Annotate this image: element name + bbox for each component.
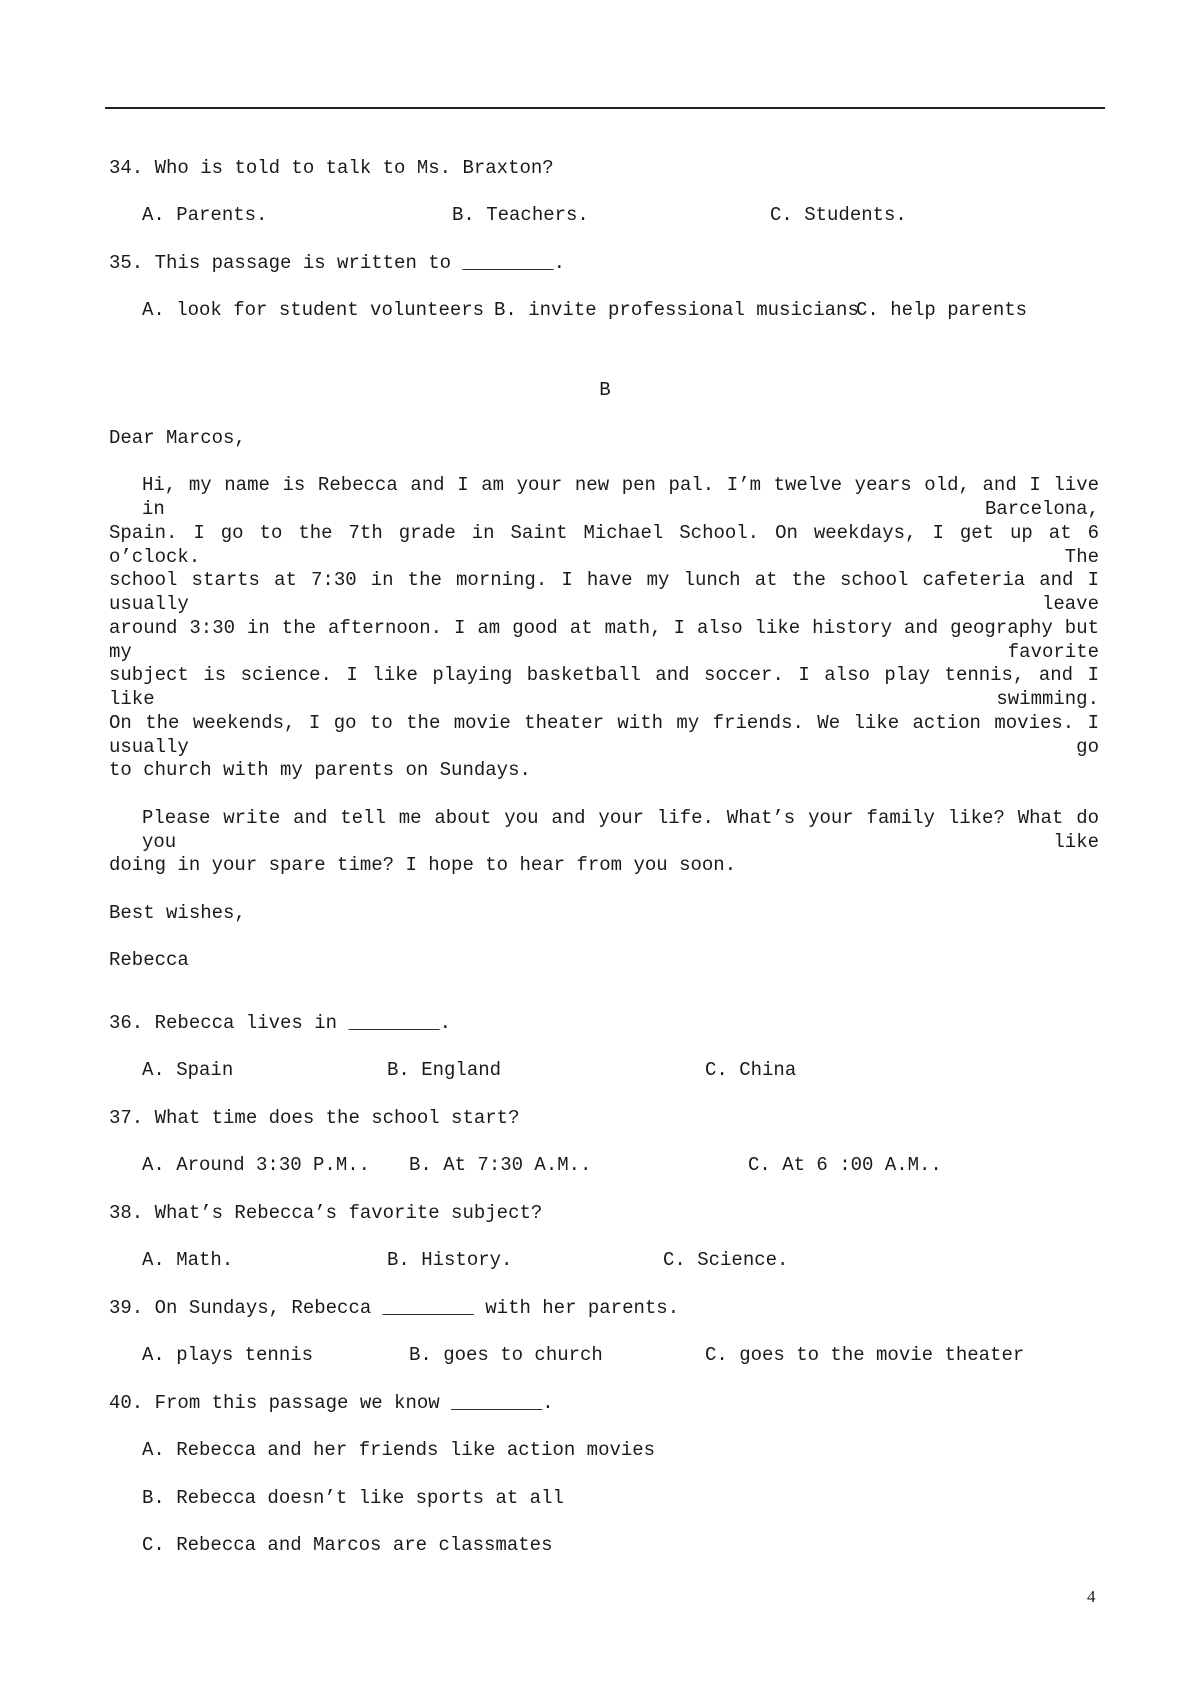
letter-line: On the weekends, I go to the movie theater with my friends. We like action movies. I usually go: [109, 712, 1099, 758]
question-34-stem: 34. Who is told to talk to Ms. Braxton?: [109, 157, 554, 179]
letter-line: doing in your spare time? I hope to hear from you soon.: [109, 854, 737, 876]
question-35-option-a: A. look for student volunteers: [142, 299, 485, 321]
letter-greeting: Dear Marcos,: [109, 427, 246, 449]
question-36-option-b: B. England: [387, 1059, 502, 1081]
question-36-option-a: A. Spain: [142, 1059, 234, 1081]
question-35-option-c: C. help parents: [856, 299, 1028, 321]
question-38-option-b: B. History.: [387, 1249, 513, 1271]
letter-line: subject is science. I like playing basketball and soccer. I also play tennis, and I like swimming.: [109, 664, 1099, 710]
question-34-option-c: C. Students.: [770, 204, 907, 226]
question-37-option-b: B. At 7:30 A.M..: [409, 1154, 592, 1176]
question-38-option-a: A. Math.: [142, 1249, 234, 1271]
question-40-option-a: A. Rebecca and her friends like action movies: [142, 1439, 656, 1461]
letter-line: Spain. I go to the 7th grade in Saint Michael School. On weekdays, I get up at 6 o’clock. The: [109, 522, 1099, 568]
question-39-stem: 39. On Sundays, Rebecca ________ with her parents.: [109, 1297, 680, 1319]
letter-line: Hi, my name is Rebecca and I am your new pen pal. I’m twelve years old, and I live in Barcelona,: [142, 474, 1099, 520]
letter-closing: Best wishes,: [109, 902, 246, 924]
question-35-option-b: B. invite professional musicians: [494, 299, 859, 321]
question-39-option-c: C. goes to the movie theater: [705, 1344, 1025, 1366]
question-34-option-b: B. Teachers.: [452, 204, 589, 226]
question-38-stem: 38. What’s Rebecca’s favorite subject?: [109, 1202, 543, 1224]
letter-line: school starts at 7:30 in the morning. I have my lunch at the school cafeteria and I usually leave: [109, 569, 1099, 615]
question-36-option-c: C. China: [705, 1059, 797, 1081]
question-37-option-a: A. Around 3:30 P.M..: [142, 1154, 371, 1176]
letter-line: Please write and tell me about you and your life. What’s your family like? What do you like: [142, 807, 1099, 853]
header-rule: [105, 107, 1105, 109]
question-39-option-b: B. goes to church: [409, 1344, 603, 1366]
question-40-option-b: B. Rebecca doesn’t like sports at all: [142, 1487, 564, 1509]
question-38-option-c: C. Science.: [663, 1249, 789, 1271]
question-34-option-a: A. Parents.: [142, 204, 268, 226]
question-39-option-a: A. plays tennis: [142, 1344, 314, 1366]
question-40-stem: 40. From this passage we know ________.: [109, 1392, 554, 1414]
section-heading: B: [599, 379, 611, 401]
letter-signature: Rebecca: [109, 949, 189, 971]
letter-line: to church with my parents on Sundays.: [109, 759, 531, 781]
question-36-stem: 36. Rebecca lives in ________.: [109, 1012, 452, 1034]
page-number: 4: [1087, 1587, 1096, 1606]
question-37-option-c: C. At 6 :00 A.M..: [748, 1154, 942, 1176]
question-35-stem: 35. This passage is written to ________.: [109, 252, 566, 274]
question-37-stem: 37. What time does the school start?: [109, 1107, 520, 1129]
question-40-option-c: C. Rebecca and Marcos are classmates: [142, 1534, 553, 1556]
letter-line: around 3:30 in the afternoon. I am good at math, I also like history and geography but my favorite: [109, 617, 1099, 663]
